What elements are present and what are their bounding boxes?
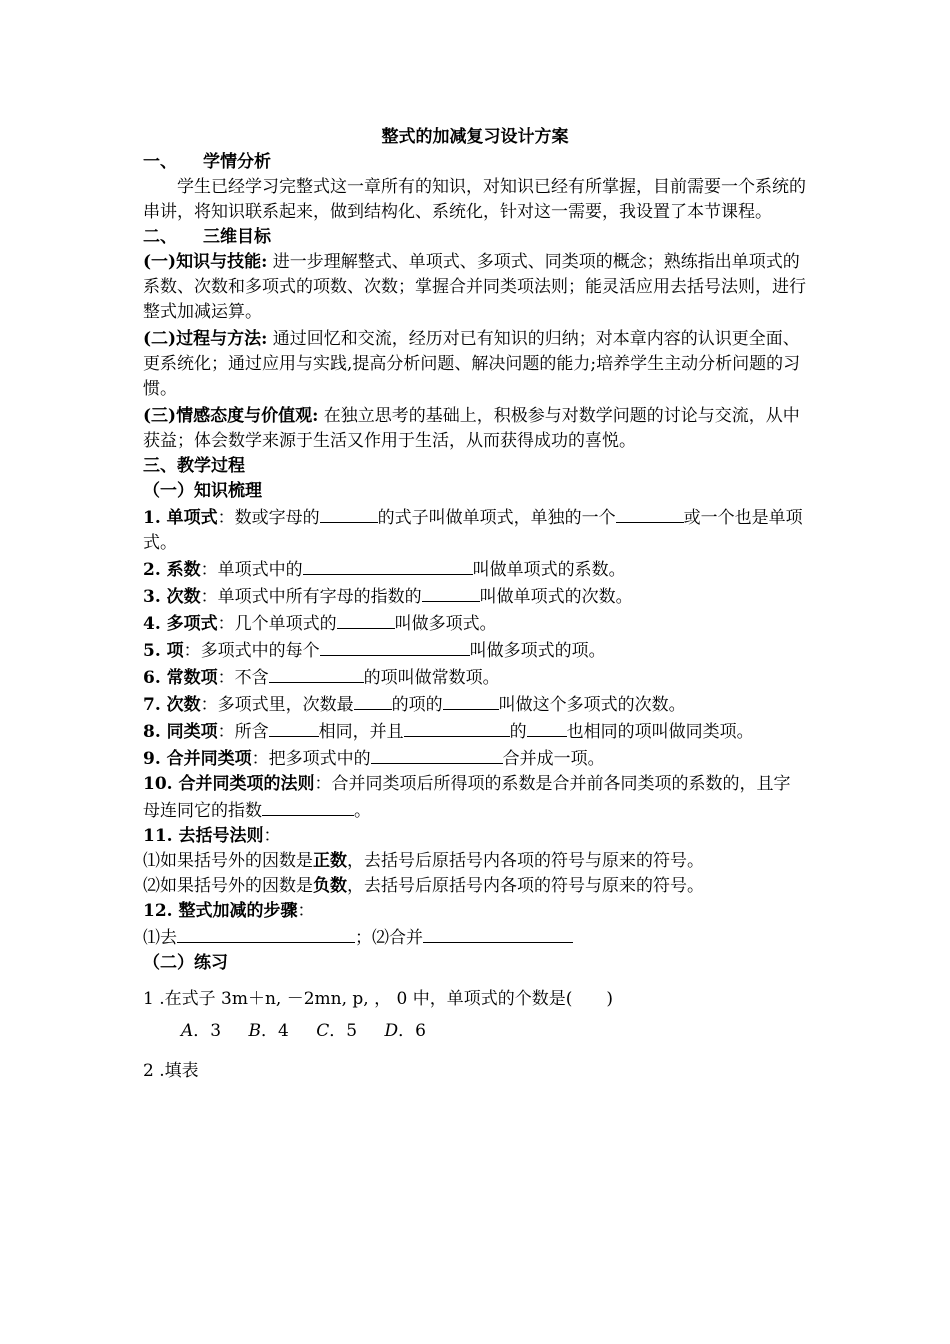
fill-blank[interactable] — [527, 718, 567, 737]
section-1-text: 学生已经学习完整式这一章所有的知识，对知识已经有所掌握，目前需要一个系统的串讲，将知识联系起来，做到结构化、系统化，针对这一需要，我设置了本节课程。 — [143, 177, 806, 222]
question-1-options — [181, 1014, 807, 1048]
knowledge-item-6: 6. 常数项：不含 的项叫做常数项。 — [143, 664, 807, 691]
knowledge-item-1: 1. 单项式：数或字母的 的式子叫做单项式，单独的一个 或一个也是单项式。 — [143, 504, 807, 556]
section-heading-1: 一、 学情分析 — [143, 152, 271, 172]
question-1: 1 .在式子 3m＋n, －2mn, p, ， 0 中，单项式的个数是( ) — [143, 989, 613, 1009]
knowledge-item-7: 7. 次数：多项式里，次数最 的项的 叫做这个多项式的次数。 — [143, 691, 807, 718]
goal-knowledge: (一)知识与技能: 进一步理解整式、单项式、多项式、同类项的概念；熟练指出单项式的系数、次数和多项式的项数、次数；掌握合并同类项法则；能灵活应用去括号法则，进行整式加减运算。 — [143, 252, 806, 322]
section-heading-3: 三、教学过程 — [143, 456, 245, 476]
question-2: 2 .填表 — [143, 1061, 199, 1081]
knowledge-item-11-rule-1: ⑴如果括号外的因数是正数，去括号后原括号内各项的符号与原来的符号。 — [143, 851, 704, 871]
fill-blank[interactable] — [616, 504, 684, 523]
knowledge-item-8: 8. 同类项：所含 相同，并且 的 也相同的项叫做同类项。 — [143, 718, 807, 745]
knowledge-item-2: 2. 系数：单项式中的 叫做单项式的系数。 — [143, 556, 807, 583]
fill-blank[interactable] — [320, 504, 378, 523]
knowledge-item-11: 11. 去括号法则： — [143, 826, 281, 846]
subsection-practice: （二）练习 — [143, 953, 228, 973]
knowledge-item-9: 9. 合并同类项：把多项式中的 合并成一项。 — [143, 745, 807, 772]
fill-blank[interactable] — [303, 556, 473, 575]
fill-blank[interactable] — [320, 637, 470, 656]
fill-blank[interactable] — [371, 745, 503, 764]
subsection-knowledge: （一）知识梳理 — [143, 481, 262, 501]
knowledge-item-12: 12. 整式加减的步骤： — [143, 901, 315, 921]
option-a[interactable]: A．3 — [181, 1021, 222, 1041]
knowledge-item-12-steps: ⑴去 ；⑵合并 — [143, 924, 807, 951]
fill-blank[interactable] — [404, 718, 510, 737]
fill-blank[interactable] — [337, 610, 395, 629]
section-heading-2: 二、 三维目标 — [143, 227, 271, 247]
goal-emotion: (三)情感态度与价值观: 在独立思考的基础上，积极参与对数学问题的讨论与交流，从中获益；体会数学来源于生活又作用于生活，从而获得成功的喜悦。 — [143, 406, 800, 451]
document-title: 整式的加减复习设计方案 — [381, 127, 569, 147]
fill-blank[interactable] — [269, 718, 319, 737]
option-d[interactable]: D．6 — [384, 1021, 426, 1041]
knowledge-item-11-rule-2: ⑵如果括号外的因数是负数，去括号后原括号内各项的符号与原来的符号。 — [143, 876, 704, 896]
goal-process: (二)过程与方法: 通过回忆和交流，经历对已有知识的归纳；对本章内容的认识更全面、更系统化；通过应用与实践,提高分析问题、解决问题的能力;培养学生主动分析问题的习惯。 — [143, 329, 801, 399]
knowledge-item-3: 3. 次数：单项式中所有字母的指数的 叫做单项式的次数。 — [143, 583, 807, 610]
fill-blank[interactable] — [443, 691, 499, 710]
fill-blank[interactable] — [177, 924, 355, 943]
fill-blank[interactable] — [269, 664, 364, 683]
knowledge-item-10: 10. 合并同类项的法则：合并同类项后所得项的系数是合并前各同类项的系数的，且字母连同它的指数 。 — [143, 774, 791, 821]
fill-blank[interactable] — [354, 691, 392, 710]
fill-blank[interactable] — [422, 583, 480, 602]
fill-blank[interactable] — [262, 797, 354, 816]
fill-blank[interactable] — [423, 924, 573, 943]
option-b[interactable]: B．4 — [248, 1021, 289, 1041]
option-c[interactable]: C．5 — [316, 1021, 358, 1041]
knowledge-item-4: 4. 多项式：几个单项式的 叫做多项式。 — [143, 610, 807, 637]
knowledge-item-5: 5. 项：多项式中的每个 叫做多项式的项。 — [143, 637, 807, 664]
